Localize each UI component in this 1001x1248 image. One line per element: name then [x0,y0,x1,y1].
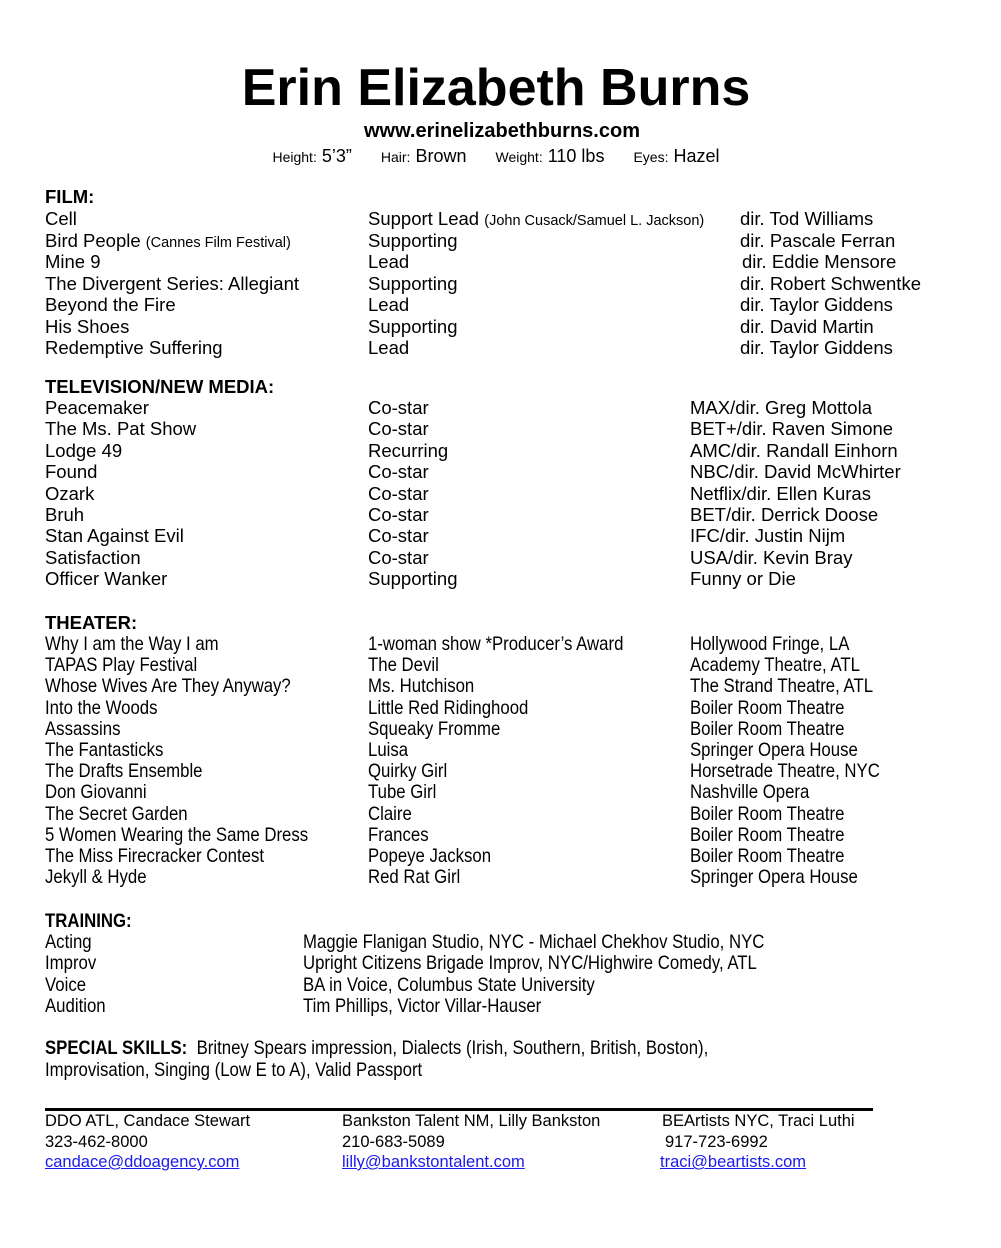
theater-role-text: Little Red Ridinghood [368,696,529,719]
agency-name: BEArtists NYC, Traci Luthi [662,1112,855,1130]
theater-title [45,804,211,825]
film-heading: FILM: [45,186,95,207]
theater-venue [690,676,903,697]
theater-title-text: Why I am the Way I am [45,633,219,655]
tv-role: Co-star [368,482,429,504]
theater-venue [690,782,829,803]
theater-role-text: Ms. Hutchison [368,675,475,698]
tv-role: Co-star [368,546,429,568]
film-title-note: (Cannes Film Festival) [145,234,291,251]
tv-network: USA/dir. Kevin Bray [690,546,853,568]
film-title [45,251,101,273]
tv-network: BET/dir. Derrick Doose [690,504,879,525]
theater-venue [690,804,870,825]
theater-title [45,634,247,655]
theater-venue [690,867,885,888]
agency-contact [662,1111,855,1173]
theater-heading: THEATER: [45,612,138,633]
theater-role [368,676,492,697]
film-title-text: His Shoes [45,315,130,337]
theater-role-text: Red Rat Girl [368,866,461,889]
film-title-text: Cell [45,208,77,229]
film-title [45,337,223,359]
tv-title: Ozark [45,482,95,504]
training-category-text: Acting [45,931,92,953]
tv-role: Co-star [368,504,429,525]
tv-role: Co-star [368,525,429,547]
training-detail [303,996,580,1017]
theater-title [45,761,228,782]
theater-title [45,719,133,740]
tv-network: Funny or Die [690,568,796,590]
theater-venue [690,719,870,740]
film-role-text: Lead [368,337,410,358]
theater-title [45,825,351,846]
skills-line-2: Improvisation, Singing (Low E to A), Valid Passport [45,1059,423,1081]
training-category [45,953,105,974]
agency-phone: 210-683-5089 [342,1132,445,1151]
theater-venue-text: Springer Opera House [690,739,858,761]
theater-title-text: Into the Woods [45,696,158,719]
stat-height: Height: 5’3” [272,146,352,166]
tv-network: IFC/dir. Justin Nijm [690,525,846,547]
training-detail [303,932,840,953]
theater-role-text: Claire [368,802,412,825]
agency-email-row [662,1152,855,1173]
special-skills-cont [45,1059,484,1082]
theater-title-text: Jekyll & Hyde [45,866,147,889]
tv-title: Found [45,461,98,483]
agency-name: DDO ATL, Candace Stewart [45,1112,251,1130]
theater-venue [690,846,870,867]
film-director: dir. Robert Schwentke [740,272,921,294]
film-role-text: Supporting [368,229,458,251]
film-role [368,273,457,295]
theater-role [368,655,450,676]
theater-role [368,846,511,867]
theater-venue-text: The Strand Theatre, ATL [690,675,874,698]
television-heading: TELEVISION/NEW MEDIA: [45,376,275,397]
theater-venue-text: Boiler Room Theatre [690,717,845,740]
film-title [45,316,129,338]
theater-venue-text: Boiler Room Theatre [690,696,845,719]
agency-contact [45,1111,250,1173]
agency-email-link[interactable]: traci@beartists.com [660,1153,807,1171]
theater-title [45,655,222,676]
theater-role-text: Popeye Jackson [368,845,492,867]
training-detail-text: Upright Citizens Brigade Improv, NYC/Highwire Comedy, ATL [303,952,757,975]
tv-network: MAX/dir. Greg Mottola [690,397,872,418]
theater-venue-text: Academy Theatre, ATL [690,654,860,677]
training-detail-text: Tim Phillips, Victor Villar-Hauser [303,994,542,1017]
training-category-text: Audition [45,994,106,1017]
theater-venue [690,634,875,655]
theater-role-text: Quirky Girl [368,760,448,783]
tv-title: The Ms. Pat Show [45,418,197,440]
theater-role [368,698,554,719]
agency-name: Bankston Talent NM, Lilly Bankston [342,1112,601,1130]
film-role [368,294,409,316]
tv-role: Co-star [368,461,429,483]
theater-role-text: Luisa [368,739,409,761]
film-director: dir. Tod Williams [740,208,874,229]
theater-title-text: The Miss Firecracker Contest [45,845,265,867]
theater-venue [690,761,911,782]
stat-weight: Weight: 110 lbs [495,146,605,166]
skills-heading: SPECIAL SKILLS: [45,1037,188,1059]
agency-email-link[interactable]: lilly@bankstontalent.com [342,1153,525,1171]
agency-contact [342,1111,600,1173]
theater-title [45,846,300,867]
film-title [45,208,77,230]
film-title-text: Redemptive Suffering [45,337,223,358]
film-title [45,230,291,252]
theater-role [368,804,419,825]
film-role [368,251,409,273]
theater-venue [690,698,870,719]
agency-email-link[interactable]: candace@ddoagency.com [45,1153,240,1171]
film-title [45,294,176,316]
theater-role [368,634,665,655]
training-category-text: Voice [45,973,87,996]
theater-title-text: Assassins [45,717,121,740]
theater-role [368,825,438,846]
theater-role-text: Frances [368,823,429,846]
film-title-text: Beyond the Fire [45,294,176,315]
theater-title-text: The Secret Garden [45,802,188,825]
theater-title [45,740,183,761]
tv-network: AMC/dir. Randall Einhorn [690,439,898,461]
theater-role-text: 1-woman show *Producer’s Award [368,633,624,655]
tv-role: Co-star [368,397,429,418]
theater-title-text: TAPAS Play Festival [45,654,198,677]
theater-title-text: Don Giovanni [45,781,147,804]
theater-role [368,761,460,782]
tv-title: Officer Wanker [45,568,168,590]
special-skills [45,1037,816,1060]
film-role [368,208,704,230]
film-director: dir. Taylor Giddens [740,337,893,358]
film-role-text: Supporting [368,315,458,337]
theater-venue-text: Horsetrade Theatre, NYC [690,760,880,783]
theater-title [45,782,163,803]
tv-role: Co-star [368,418,429,440]
stat-hair: Hair: Brown [380,146,467,166]
theater-venue-text: Springer Opera House [690,866,858,889]
training-detail-text: BA in Voice, Columbus State University [303,973,595,996]
tv-title: Satisfaction [45,546,141,568]
tv-network: Netflix/dir. Ellen Kuras [690,482,871,504]
stat-eyes: Eyes: Hazel [633,146,720,166]
film-role [368,316,457,338]
theater-venue [690,825,870,846]
film-role-note: (John Cusack/Samuel L. Jackson) [484,213,705,229]
tv-title: Lodge 49 [45,439,123,461]
tv-network: BET+/dir. Raven Simone [690,418,894,440]
tv-role: Recurring [368,439,449,461]
theater-title-text: The Fantasticks [45,739,164,761]
agency-email-row [45,1152,250,1173]
training-heading: TRAINING: [45,910,132,932]
theater-role [368,867,475,888]
film-director: dir. Taylor Giddens [740,294,893,315]
training-category [45,932,99,953]
theater-title [45,698,176,719]
film-director: dir. Pascale Ferran [740,229,896,251]
training-detail [303,975,642,996]
tv-network: NBC/dir. David McWhirter [690,461,901,483]
film-role [368,230,457,252]
theater-venue-text: Boiler Room Theatre [690,845,845,867]
theater-title-text: Whose Wives Are They Anyway? [45,675,291,698]
theater-role [368,782,447,803]
theater-venue [690,740,885,761]
theater-role-text: Squeaky Fromme [368,717,501,740]
tv-title: Bruh [45,504,85,525]
theater-venue-text: Hollywood Fringe, LA [690,633,850,655]
theater-venue-text: Boiler Room Theatre [690,823,845,846]
training-detail [303,953,831,974]
theater-role-text: The Devil [368,654,439,677]
tv-title: Peacemaker [45,397,149,418]
tv-title: Stan Against Evil [45,525,184,547]
theater-venue-text: Nashville Opera [690,781,810,804]
theater-role-text: Tube Girl [368,781,437,804]
theater-role [368,719,522,740]
agency-phone: 323-462-8000 [45,1132,148,1151]
film-role-text: Support Lead [368,208,480,229]
training-category [45,996,115,1017]
theater-title [45,676,331,697]
theater-venue [690,655,888,676]
film-role-text: Lead [368,251,410,272]
film-title-text: The Divergent Series: Allegiant [45,272,299,294]
physical-stats [0,146,992,167]
film-title-text: Mine 9 [45,251,101,272]
film-role-text: Lead [368,294,410,315]
film-director: dir. David Martin [740,315,874,337]
film-title [45,273,299,295]
theater-title-text: 5 Women Wearing the Same Dress [45,823,309,846]
actor-name: Erin Elizabeth Burns [241,59,751,117]
theater-role [368,740,415,761]
theater-venue-text: Boiler Room Theatre [690,802,845,825]
film-director: dir. Eddie Mensore [742,251,897,272]
training-category-text: Improv [45,952,97,975]
tv-role: Supporting [368,568,458,590]
theater-title-text: The Drafts Ensemble [45,760,203,783]
website-link[interactable]: www.erinelizabethburns.com [364,120,640,142]
film-role [368,337,409,359]
film-role-text: Supporting [368,272,458,294]
training-category [45,975,93,996]
film-title-text: Bird People [45,229,141,251]
agency-email-row [342,1152,600,1173]
theater-title [45,867,163,888]
agency-phone: 917-723-6992 [665,1132,768,1151]
training-detail-text: Maggie Flanigan Studio, NYC - Michael Chekhov Studio, NYC [303,931,765,953]
skills-line-1: Britney Spears impression, Dialects (Irish, Southern, British, Boston), [196,1037,709,1059]
